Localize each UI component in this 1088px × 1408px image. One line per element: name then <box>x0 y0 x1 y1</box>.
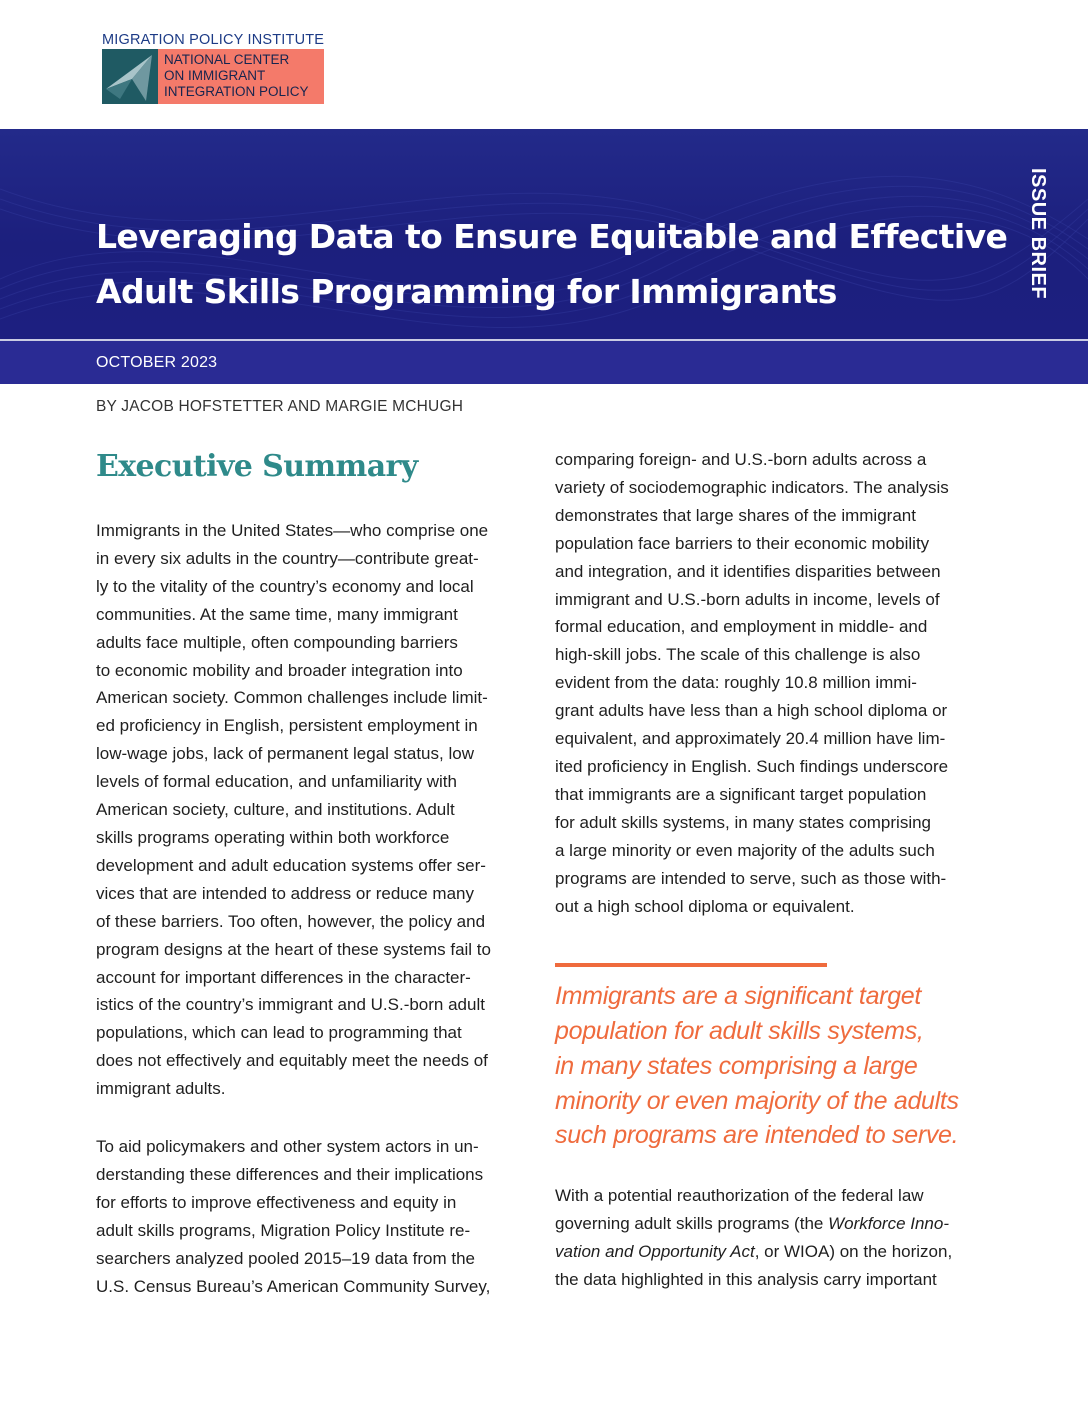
act-title-fragment: Workforce Inno- <box>828 1213 950 1233</box>
text-line: out a high school diploma or equivalent. <box>555 896 855 916</box>
text-line <box>555 1210 995 1238</box>
text-line: high-skill jobs. The scale of this challenge is also <box>555 645 921 665</box>
text-line: immigrant and U.S.-born adults in income, levels of <box>555 589 940 609</box>
logo-mark-icon <box>102 49 158 104</box>
text-line: program designs at the heart of these systems fail to <box>96 939 491 959</box>
mpi-logo <box>102 32 324 104</box>
text-line: population face barriers to their economic mobility <box>555 533 930 553</box>
text-line: variety of sociodemographic indicators. The analysis <box>555 477 949 497</box>
text-line: ly to the vitality of the country’s economy and local <box>96 576 474 596</box>
pullquote-line: population for adult skills systems, <box>555 1017 924 1046</box>
publication-date: OCTOBER 2023 <box>96 354 218 371</box>
logo-line: INTEGRATION POLICY <box>164 84 309 99</box>
text-line: adults face multiple, often compounding barriers <box>96 632 458 652</box>
text-line: searchers analyzed pooled 2015–19 data from the <box>96 1248 475 1268</box>
pullquote-line: in many states comprising a large <box>555 1051 918 1080</box>
left-column <box>96 447 536 1300</box>
logo-center-name <box>158 49 324 104</box>
text-fragment: , or WIOA) on the horizon, <box>754 1241 953 1261</box>
title-line: Adult Skills Programming for Immigrants <box>96 272 837 311</box>
text-line: and integration, and it identifies disparities between <box>555 561 941 581</box>
text-line: skills programs operating within both workforce <box>96 827 450 847</box>
text-line: immigrant adults. <box>96 1079 226 1099</box>
text-line: development and adult education systems offer ser- <box>96 855 486 875</box>
text-line: With a potential reauthorization of the federal law <box>555 1185 924 1205</box>
text-line: derstanding these differences and their implications <box>96 1164 484 1184</box>
text-line: low-wage jobs, lack of permanent legal status, low <box>96 744 474 764</box>
paragraph <box>555 1182 995 1294</box>
text-line: grant adults have less than a high school diploma or <box>555 701 948 721</box>
pullquote-rule <box>555 963 827 967</box>
issue-brief-label: ISSUE BRIEF <box>1027 168 1049 300</box>
text-line: istics of the country’s immigrant and U.S.-born adult <box>96 995 485 1015</box>
title-line: Leveraging Data to Ensure Equitable and Effective <box>96 217 1008 256</box>
text-line: ed proficiency in English, persistent employment in <box>96 716 478 736</box>
paragraph <box>96 517 536 1103</box>
text-line: for efforts to improve effectiveness and equity in <box>96 1192 457 1212</box>
paragraph <box>96 1133 536 1300</box>
byline: BY JACOB HOFSTETTER AND MARGIE MCHUGH <box>96 398 464 415</box>
act-title-fragment: vation and Opportunity Act <box>555 1241 755 1261</box>
date-band <box>0 341 1088 384</box>
text-line: equivalent, and approximately 20.4 million have lim- <box>555 729 946 749</box>
pullquote-line: Immigrants are a significant target <box>555 982 922 1011</box>
text-line: of these barriers. Too often, however, the policy and <box>96 911 486 931</box>
text-line: does not effectively and equitably meet the needs of <box>96 1051 488 1071</box>
text-line: levels of formal education, and unfamiliarity with <box>96 772 457 792</box>
section-heading: Executive Summary <box>96 449 418 484</box>
pullquote <box>555 979 995 1153</box>
document-title <box>96 209 1026 319</box>
text-line: American society, culture, and institutions. Adult <box>96 800 455 820</box>
text-line: in every six adults in the country—contribute great- <box>96 548 479 568</box>
title-band <box>0 129 1088 339</box>
right-column <box>555 446 995 1294</box>
text-line: vices that are intended to address or reduce many <box>96 883 474 903</box>
logo-institute-name: MIGRATION POLICY INSTITUTE <box>102 32 325 48</box>
logo-line: NATIONAL CENTER <box>164 52 290 67</box>
text-line: a large minority or even majority of the adults such <box>555 840 935 860</box>
text-line: the data highlighted in this analysis carry important <box>555 1269 937 1289</box>
logo-row <box>102 49 324 104</box>
logo-line: ON IMMIGRANT <box>164 68 266 83</box>
text-line: To aid policymakers and other system actors in un- <box>96 1137 479 1157</box>
text-line: U.S. Census Bureau’s American Community Survey, <box>96 1276 491 1296</box>
text-line: comparing foreign- and U.S.-born adults across a <box>555 450 927 469</box>
text-line: formal education, and employment in middle- and <box>555 617 928 637</box>
text-line: evident from the data: roughly 10.8 million immi- <box>555 673 917 693</box>
pullquote-line: such programs are intended to serve. <box>555 1121 959 1150</box>
text-line: Immigrants in the United States—who comprise one <box>96 521 489 540</box>
text-line: account for important differences in the character- <box>96 967 471 987</box>
text-line: communities. At the same time, many immigrant <box>96 604 458 624</box>
text-line: adult skills programs, Migration Policy Institute re- <box>96 1220 471 1240</box>
text-line: populations, which can lead to programming that <box>96 1023 462 1043</box>
text-line: for adult skills systems, in many states comprising <box>555 812 932 832</box>
text-line: that immigrants are a significant target population <box>555 784 927 804</box>
text-line: ited proficiency in English. Such findings underscore <box>555 756 949 776</box>
text-line <box>555 1238 995 1266</box>
text-line: American society. Common challenges include limit- <box>96 688 488 708</box>
text-line: to economic mobility and broader integration into <box>96 660 463 680</box>
text-fragment: governing adult skills programs (the <box>555 1213 829 1233</box>
text-line: demonstrates that large shares of the immigrant <box>555 505 916 525</box>
pullquote-line: minority or even majority of the adults <box>555 1086 959 1115</box>
text-line: programs are intended to serve, such as those with- <box>555 868 947 888</box>
paragraph <box>555 446 995 920</box>
